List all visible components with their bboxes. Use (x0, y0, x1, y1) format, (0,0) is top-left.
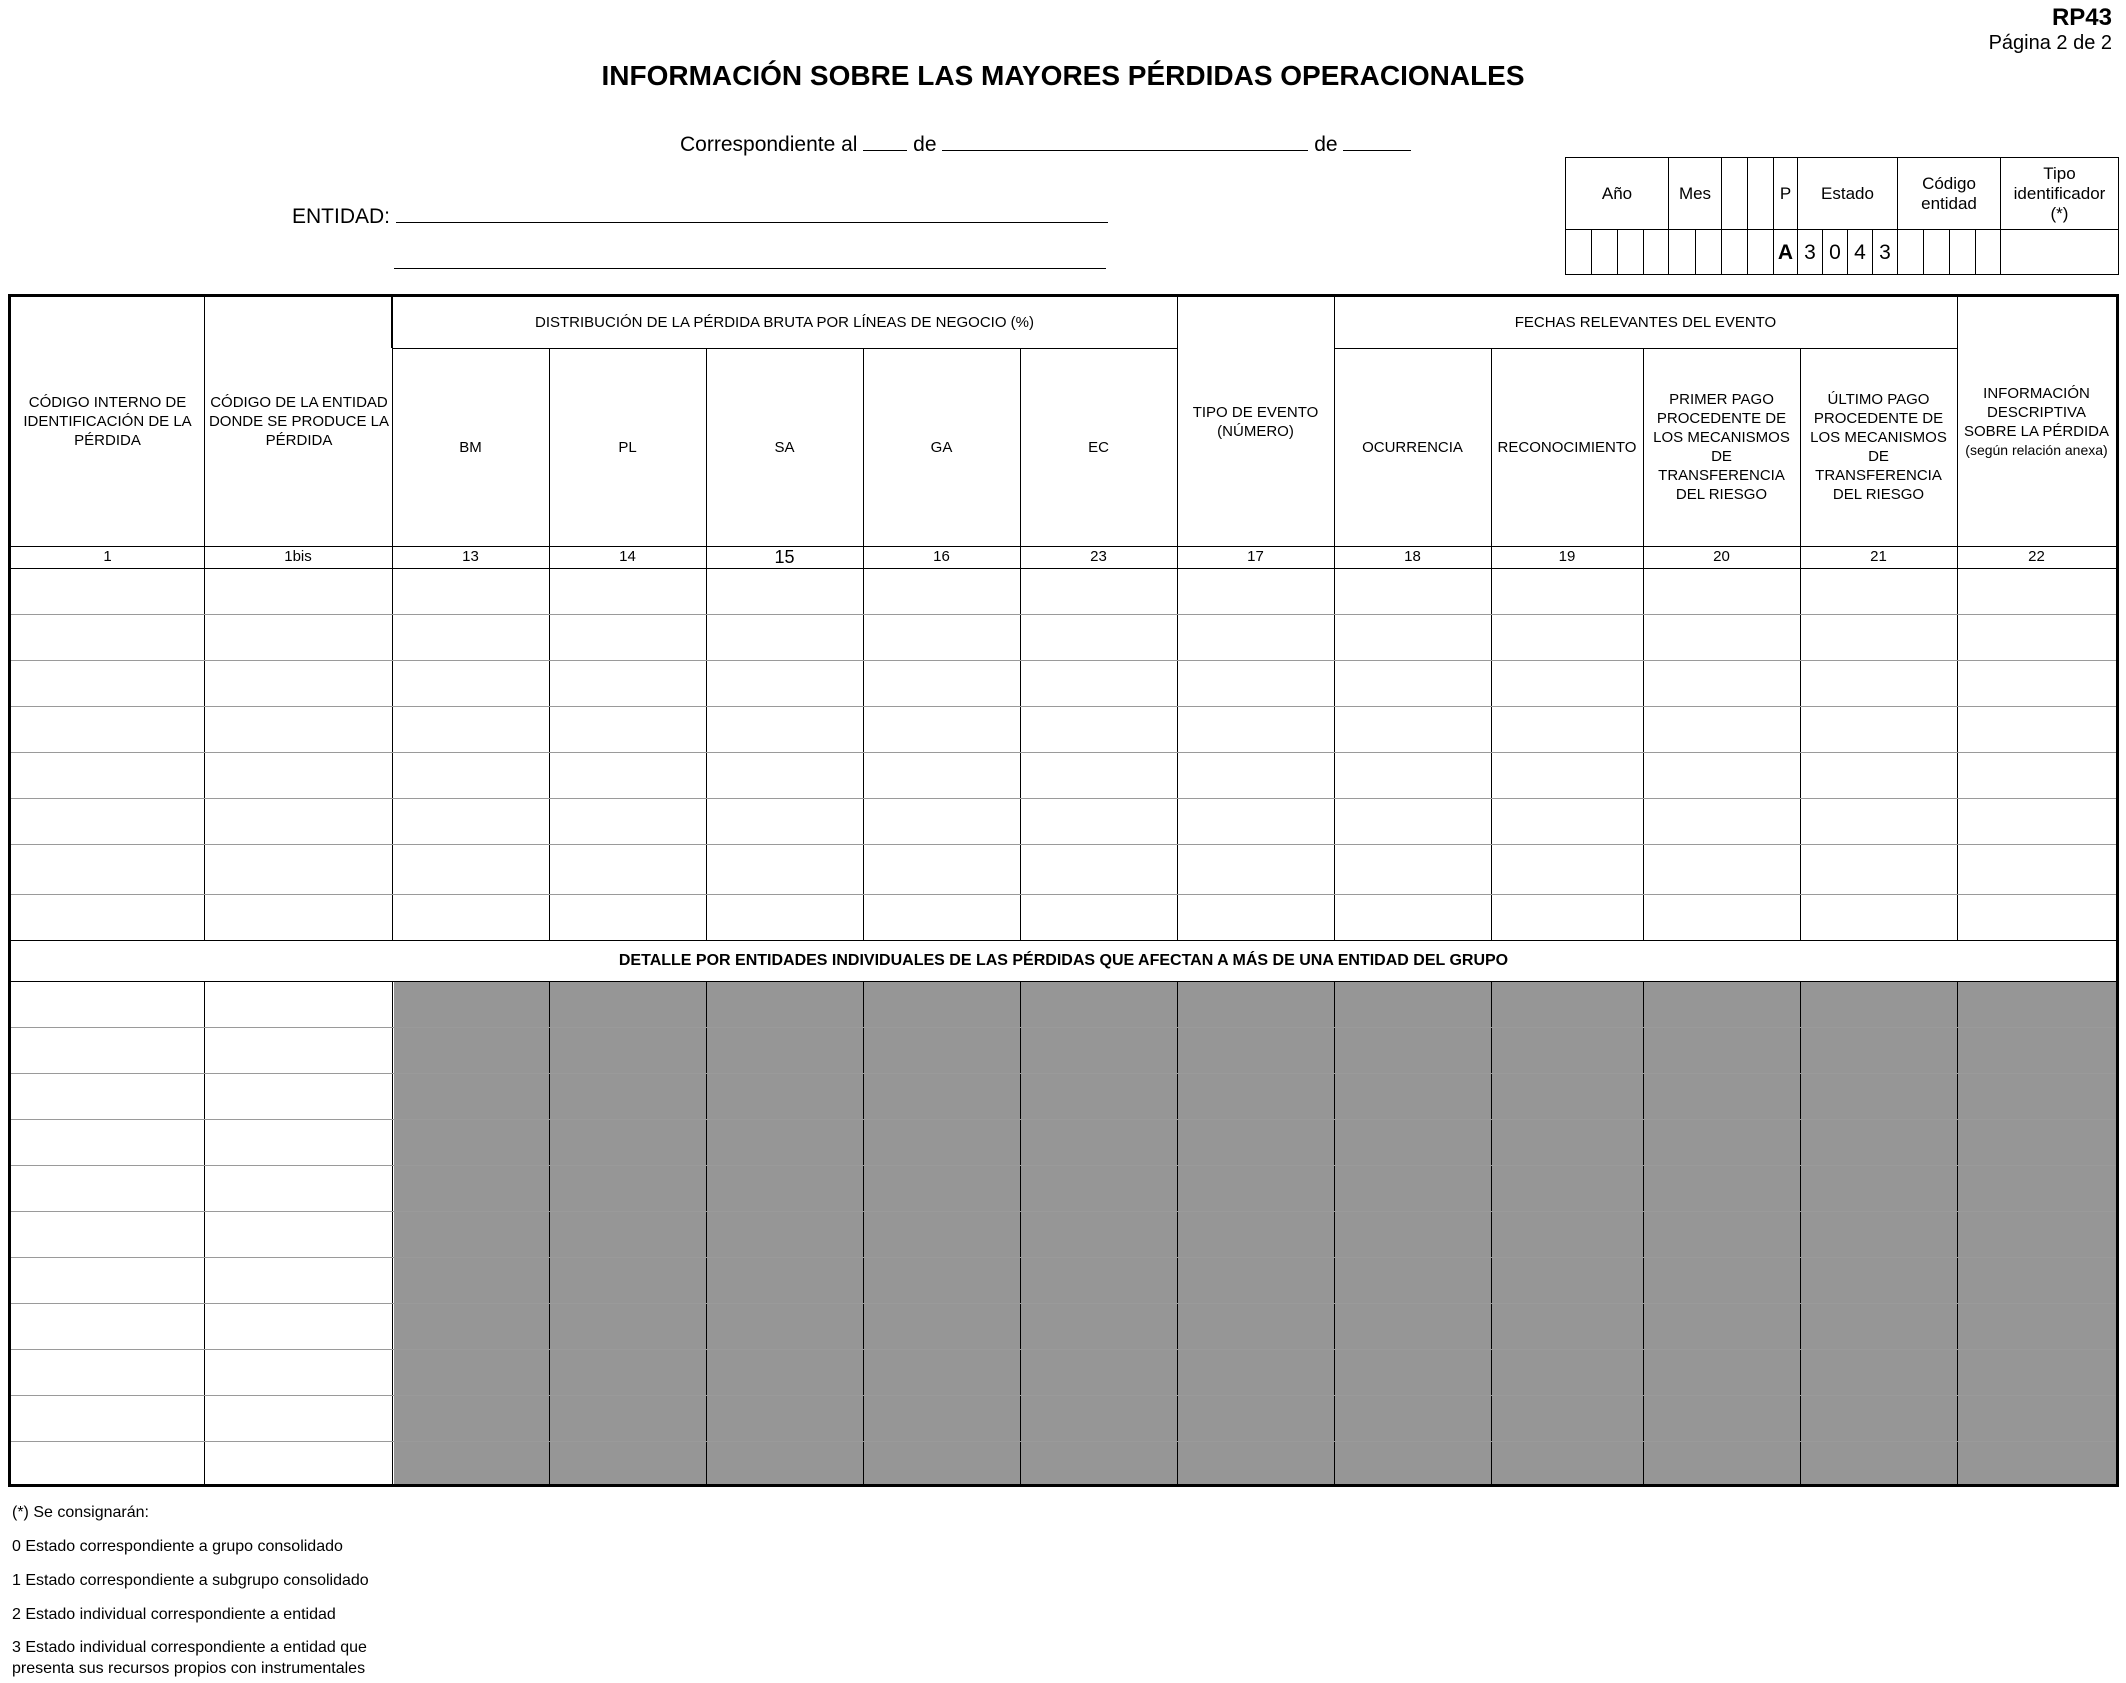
col-header-reconocimiento: RECONOCIMIENTO (1497, 438, 1637, 456)
table-row[interactable] (11, 894, 2116, 895)
col-header-informacion (1957, 297, 2116, 546)
detail-row[interactable] (11, 1119, 2116, 1120)
blank-label-cell (1722, 158, 1748, 229)
codigo-entidad-digit-3[interactable] (1950, 230, 1976, 275)
entity-label: ENTIDAD: (292, 205, 391, 228)
estado-digit-1: 3 (1798, 230, 1823, 275)
estado-digit-2: 0 (1823, 230, 1848, 275)
detail-row[interactable] (11, 1349, 2116, 1350)
table-row[interactable] (11, 798, 2116, 799)
page-indicator: Página 2 de 2 (1988, 32, 2112, 54)
codigo-entidad-label: Código entidad (1898, 158, 2001, 229)
footnote-item-2: 2 Estado individual correspondiente a entidad (12, 1606, 336, 1623)
col-header-informacion-note: (según relación anexa) (1965, 441, 2108, 458)
footnote-item-0: 0 Estado correspondiente a grupo consolidado (12, 1538, 343, 1555)
period-month-field[interactable] (942, 132, 1308, 151)
footnote-item-3-cont: presenta sus recursos propios con instrumentales (12, 1660, 366, 1677)
p-label: P (1774, 158, 1798, 229)
col-code-13: 13 (462, 548, 479, 565)
table-row[interactable] (11, 752, 2116, 753)
footnote-intro: (*) Se consignarán: (12, 1504, 149, 1521)
anio-digit-3[interactable] (1618, 230, 1644, 275)
col-code-22: 22 (2028, 548, 2045, 565)
col-code-19: 19 (1558, 548, 1576, 565)
mes-digit-2[interactable] (1696, 230, 1722, 275)
tipo-identificador-label: Tipo identificador (*) (2013, 163, 2106, 223)
table-row[interactable] (11, 706, 2116, 707)
table-row[interactable] (11, 660, 2116, 661)
period-year-field[interactable] (1343, 132, 1411, 151)
estado-label: Estado (1798, 158, 1898, 229)
anio-label: Año (1566, 158, 1669, 229)
detail-row[interactable] (11, 1027, 2116, 1028)
codigo-entidad-digit-4[interactable] (1976, 230, 2001, 275)
mes-digit-1[interactable] (1669, 230, 1696, 275)
col-header-sa: SA (774, 438, 795, 456)
losses-table (8, 294, 2119, 1487)
entity-line (292, 204, 1108, 229)
codes-bottom-line (11, 568, 2116, 569)
col-header-primer-pago: PRIMER PAGO PROCEDENTE DE LOS MECANISMOS DE TRANSFERENCIA DEL RIESGO (1653, 391, 1790, 503)
col-code-16: 16 (933, 548, 950, 565)
col-header-bm: BM (459, 438, 482, 456)
group-header-fechas: FECHAS RELEVANTES DEL EVENTO (1514, 314, 1777, 331)
col-header-ocurrencia: OCURRENCIA (1362, 438, 1463, 456)
detail-row[interactable] (11, 1441, 2116, 1442)
col-code-1bis: 1bis (284, 548, 312, 565)
col-header-ultimo-pago: ÚLTIMO PAGO PROCEDENTE DE LOS MECANISMOS DE TRANSFERENCIA DEL RIESGO (1810, 391, 1947, 503)
codigo-entidad-digit-2[interactable] (1924, 230, 1950, 275)
shaded-not-applicable-area (394, 981, 2119, 1487)
col-header-codigo-entidad: CÓDIGO DE LA ENTIDAD DONDE SE PRODUCE LA PÉRDIDA (208, 394, 390, 449)
col-code-23: 23 (1090, 548, 1107, 565)
detail-row[interactable] (11, 1395, 2116, 1396)
mes-label: Mes (1669, 158, 1722, 229)
col-code-20: 20 (1713, 548, 1730, 565)
blank-value-cell[interactable] (1722, 230, 1748, 275)
table-row[interactable] (11, 844, 2116, 845)
col-header-pl: PL (618, 438, 637, 456)
anio-digit-2[interactable] (1592, 230, 1618, 275)
col-code-21: 21 (1870, 548, 1887, 565)
detail-row[interactable] (11, 1211, 2116, 1212)
col-code-14: 14 (619, 548, 636, 565)
detail-title-bottom (11, 981, 2116, 982)
header-bottom-line (11, 546, 2116, 547)
detail-row[interactable] (11, 1257, 2116, 1258)
anio-digit-4[interactable] (1644, 230, 1669, 275)
col-code-1: 1 (103, 548, 112, 565)
estado-digit-3: 4 (1848, 230, 1873, 275)
footnote-item-3: 3 Estado individual correspondiente a entidad que (12, 1639, 367, 1656)
column-divider (204, 297, 205, 1484)
page-title: INFORMACIÓN SOBRE LAS MAYORES PÉRDIDAS OPERACIONALES (601, 60, 1525, 91)
footnote-item-1: 1 Estado correspondiente a subgrupo consolidado (12, 1572, 369, 1589)
detail-row[interactable] (11, 1073, 2116, 1074)
col-code-17: 17 (1247, 548, 1264, 565)
col-header-tipo-evento: TIPO DE EVENTO (NÚMERO) (1192, 403, 1319, 440)
entity-name-field[interactable] (396, 204, 1108, 223)
col-code-18: 18 (1404, 548, 1421, 565)
estado-digit-4: 3 (1873, 230, 1898, 275)
col-header-ec: EC (1088, 438, 1109, 456)
detail-section-title: DETALLE POR ENTIDADES INDIVIDUALES DE LAS PÉRDIDAS QUE AFECTAN A MÁS DE UNA ENTIDAD DEL GRUPO (618, 951, 1509, 969)
group-header-distribucion: DISTRIBUCIÓN DE LA PÉRDIDA BRUTA POR LÍNEAS DE NEGOCIO (%) (535, 314, 1034, 331)
period-prefix: Correspondiente al (680, 133, 858, 156)
period-de-1: de (913, 133, 937, 156)
period-day-field[interactable] (863, 132, 907, 151)
entity-name-field-line2[interactable] (394, 268, 1106, 269)
detail-row[interactable] (11, 1165, 2116, 1166)
col-code-15: 15 (774, 547, 795, 567)
period-line (680, 132, 1411, 157)
form-code: RP43 (2051, 4, 2112, 31)
table-row[interactable] (11, 614, 2116, 615)
identifier-box (1565, 157, 2119, 275)
anio-digit-1[interactable] (1566, 230, 1592, 275)
tipo-identificador-field[interactable] (2001, 230, 2118, 275)
col-header-informacion-main: INFORMACIÓN DESCRIPTIVA SOBRE LA PÉRDIDA (1963, 384, 2110, 440)
col-header-ga: GA (930, 438, 953, 456)
detail-row[interactable] (11, 1303, 2116, 1304)
blank-value-cell[interactable] (1748, 230, 1774, 275)
p-value: A (1774, 230, 1798, 275)
blank-label-cell (1748, 158, 1774, 229)
col-header-codigo-interno: CÓDIGO INTERNO DE IDENTIFICACIÓN DE LA PÉRDIDA (23, 394, 192, 449)
codigo-entidad-digit-1[interactable] (1898, 230, 1924, 275)
period-de-2: de (1314, 133, 1338, 156)
